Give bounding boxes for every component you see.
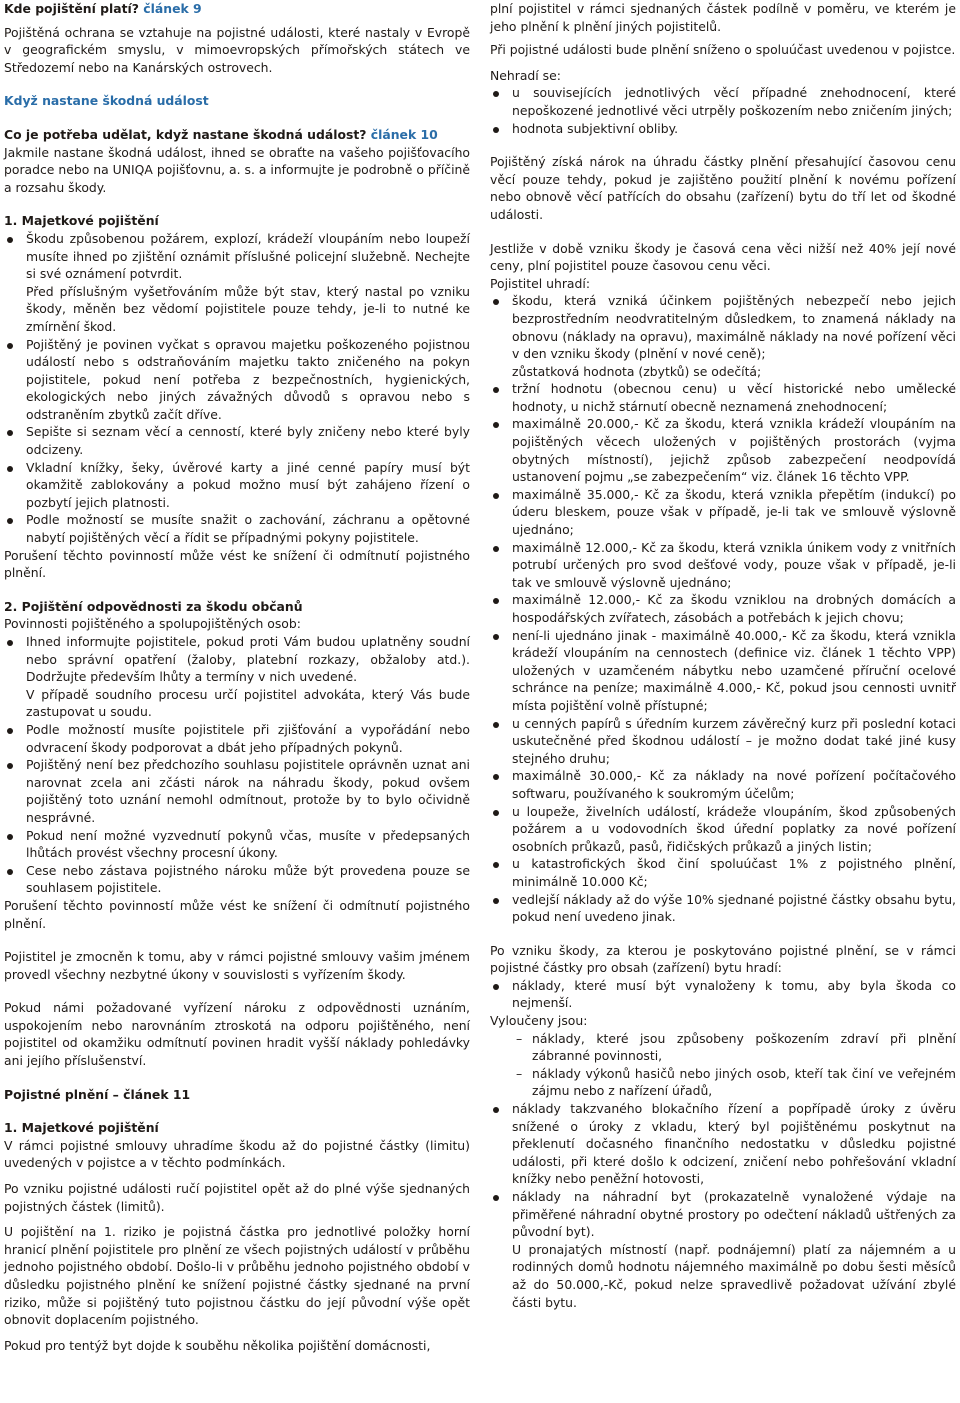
list-item: náklady, které musí být vynaloženy k tomu, aby byla škoda co nejmenší.	[490, 977, 956, 1012]
list-item: Podle možností musíte pojistitele při zjišťování a vypořádání nebo odvracení škody podporovat a dbát jeho případných pokynů.	[4, 721, 470, 756]
pays-list	[490, 292, 956, 925]
right-text-3: Pojištěný získá nárok na úhradu částky plnění přesahující časovou cenu věcí pouze tehdy, pokud je zajištěno použití plnění k novému pořízení nebo obnově věcí patřících do obsahu (zařízení) bytu do tří let od škodné události.	[490, 154, 956, 222]
liability-heading: 2. Pojištění odpovědnosti za škodu občanů	[4, 598, 303, 614]
list-item: u souvisejících jednotlivých věcí případné znehodnocení, které nepoškozené jednotlivé věci utrpěly poškozením nebo zničením jiných;	[490, 84, 956, 119]
list-item: Ihned informujte pojistitele, pokud proti Vám budou uplatněny soudní nebo správní opatření (žaloby, platební rozkazy, obžaloby atd.). Dodržujte především lhůty a termíny v nich uvedené.	[4, 633, 470, 686]
pays-intro: Pojistitel uhradí:	[490, 275, 590, 291]
property-violation: Porušení těchto povinností může vést ke snížení či odmítnutí pojistného plnění.	[4, 547, 470, 581]
benefit-text-1: V rámci pojistné smlouvy uhradíme škodu až do pojistné částky (limitu) uvedených v pojistce a v těchto podmínkách.	[4, 1137, 470, 1171]
where-heading: Kde pojištění platí? článek 9	[4, 1, 202, 16]
list-item-sub: zůstatková hodnota (zbytků) se odečítá;	[512, 363, 762, 379]
benefit-property-heading: 1. Majetkové pojištění	[4, 1120, 159, 1136]
right-column	[490, 0, 956, 1311]
benefit-text-2: Po vzniku pojistné události ručí pojistitel opět až do plné výše sjednaných pojistných částek (limitů).	[4, 1181, 470, 1214]
no-replace-intro: Nehradí se:	[490, 67, 561, 83]
list-item: tržní hodnotu (obecnou cenu) u věcí historické nebo umělecké hodnoty, u nichž stárnutí obecně neznamená znehodnocení;	[490, 380, 956, 415]
list-item: Pojištěný není bez předchozího souhlasu pojistitele oprávněn uznat ani narovnat zcela ani zčásti nárok na náhradu škody, pokud ovšem pojištěný toto uznání nemohl odmítnout, protože by to bylo očividně nesprávné.	[4, 756, 470, 826]
list-item: vedlejší náklady až do výše 10% sjednané pojistné částky obsahu bytu, pokud není uvedeno jinak.	[490, 891, 956, 926]
list-item: hodnota subjektivní obliby.	[490, 120, 956, 138]
list-item: u loupeže, živelních událostí, krádeže vloupáním, škod způsobených požárem a u vodovodních škod úřední poplatky za nové pořízení osobních průkazů, pasů, řidičských průkazů a jiných listin;	[490, 803, 956, 856]
list-item: Škodu způsobenou požárem, explozí, krádeží vloupáním nebo loupeží musíte ihned po zjištění oznámit příslušné policejní služebně. Nechejte si své oznámení potvrdit.	[4, 230, 470, 283]
refusal-text: Pokud námi požadované vyřízení nároku z odpovědnosti uznáním, uspokojením nebo narovnáním ztroskotá na odporu pojištěného, není pojistitel od okamžiku odmítnutí povinen hradit vyšší náklady pohledávky ani jejího příslušenství.	[4, 1000, 470, 1069]
list-item: maximálně 35.000,- Kč za škodu, která vznikla přepětím (indukcí) po úderu bleskem, pouze však v případě, je-li tak ve smlouvě výslovně ujednáno;	[490, 486, 956, 539]
list-item: maximálně 30.000,- Kč za náklady na nové pořízení počítačového softwaru, používaného k soukromým účelům;	[490, 767, 956, 802]
list-item: Cese nebo zástava pojistného nároku může být provedena pouze se souhlasem pojistitele.	[4, 862, 470, 897]
where-text: Pojištěná ochrana se vztahuje na pojistné události, které nastaly v Evropě v geografickém smyslu, v mimoevropských přímořských státech ve Středozemí nebo na Kanárských ostrovech.	[4, 24, 470, 75]
right-text-1: plní pojistitel v rámci sjednaných částek podílně v poměru, ve kterém je jeho plnění k plnění jiných pojistitelů.	[490, 1, 956, 34]
no-replace-list	[490, 84, 956, 137]
list-item: u katastrofických škod činí spoluúčast 1% z pojistného plnění, minimálně 10.000 Kč;	[490, 855, 956, 890]
property-heading: 1. Majetkové pojištění	[4, 213, 159, 229]
list-item: náklady na náhradní byt (prokazatelně vynaložené výdaje na přiměřené náhradní obytné prostory po odečtení nákladů uštřených za původní byt).	[490, 1188, 956, 1241]
benefit-text-3: U pojištění na 1. riziko je pojistná částka pro jednotlivé položky horní hranicí plnění pojistitele pro plnění ze všech pojistných událostí v průběhu jednoho pojistného období. Došlo-li v průběhu jednoho pojistného období v důsledku pojistného plnění ke snížení pojistné částky sjednané na první riziko, může si pojištěný tuto pojistnou částku do její původní výše opět obnovit doplacením pojistného.	[4, 1224, 470, 1328]
authorized-text: Pojistitel je zmocněn k tomu, aby v rámci pojistné smlouvy vašim jménem provedl všechny nezbytné úkony v souvislosti s vyřízením škody.	[4, 949, 470, 982]
list-item: není-li ujednáno jinak - maximálně 40.000,- Kč za škodu, která vznikla krádeží vloupáním na cennostech (definice viz. článek 1 těchto VPP) uložených v uzamčeném nábytku nebo uzamčené příruční ocelové schránce na peníze; maximálně 4.000,- Kč, pokud jsou cennosti uvnitř místa pojištění volně přístupné;	[490, 627, 956, 715]
benefit-text-4: Pokud pro tentýž byt dojde k souběhu několika pojištění domácnosti,	[4, 1337, 431, 1353]
after-text: Po vzniku škody, za kterou je poskytováno pojistné plnění, se v rámci pojistné částky pro obsah (zařízení) bytu hradí:	[490, 942, 956, 976]
list-item-sub: V případě soudního procesu určí pojistitel advokáta, který Vás bude zastupovat u soudu.	[26, 686, 470, 720]
list-item: Podle možností se musíte snažit o zachování, záchranu a opětovné nabytí pojištěných věcí a řídit se případnými pokyny pojistitele.	[4, 511, 470, 546]
list-item: u cenných papírů s úředním kurzem závěrečný kurz při poslední kotaci uskutečněné před škodnou událostí – je možno dodat také jiné kusy stejného druhu;	[490, 715, 956, 768]
excluded-item: – náklady výkonů hasičů nebo jiných osob, kteří tak činí ve veřejném zájmu nebo z nařízení úřadů,	[490, 1065, 956, 1100]
after-list-1	[490, 977, 956, 1012]
list-item: maximálně 12.000,- Kč za škodu, která vznikla únikem vody z vnitřních potrubí určených pro svod dešťové vody, pouze však v případě, je-li tak ve smlouvě výslovně ujednáno;	[490, 539, 956, 592]
excluded-item: – náklady, které jsou způsobeny poškozením zdraví při plnění zábranné povinnosti,	[490, 1030, 956, 1065]
what-text: Jakmile nastane škodná událost, ihned se obraťte na vašeho pojišťovacího poradce nebo na UNIQA pojišťovnu, a. s. a informujte je podrobně o příčině a rozsahu škody.	[4, 144, 470, 195]
list-item: Sepište si seznam věcí a cenností, které byly zničeny nebo které byly odcizeny.	[4, 423, 470, 458]
right-text-2: Při pojistné události bude plnění sníženo o spoluúčast uvedenou v pojistce.	[490, 42, 956, 58]
left-column	[4, 0, 470, 1354]
liability-intro: Povinnosti pojištěného a spolupojištěných osob:	[4, 616, 301, 632]
list-item: Vkladní knížky, šeky, úvěrové karty a jiné cenné papíry musí být okamžitě zablokovány a pokud možno musí být zahájeno řízení o pozbytí jejich platnosti.	[4, 459, 470, 512]
list-item: Pokud není možné vyzvednutí pokynů včas, musíte v předepsaných lhůtách provést všechny procesní úkony.	[4, 827, 470, 862]
rented-text: U pronajatých místností (např. podnájemní) platí za nájemném a u rodinných domů hodnotu nájemného maximálně po dobu šesti měsíců až do 50.000,-Kč, pokud nelze spravedlivě požadovat užívání zbylé části bytu.	[512, 1241, 956, 1310]
list-item-sub: Před příslušným vyšetřováním může být stav, který nastal po vzniku škody, měněn bez vědomí pojistitele pouze tehdy, je-li to nutné ke zmírnění škod.	[26, 283, 470, 334]
excluded-intro: Vyloučeny jsou:	[490, 1013, 588, 1029]
liability-violation: Porušení těchto povinností může vést ke snížení či odmítnutí pojistného plnění.	[4, 897, 470, 931]
property-list	[4, 230, 470, 547]
list-item: Pojištěný je povinen vyčkat s opravou majetku poškozeného pojistnou událostí nebo s odstraňováním majetku takto zničeného na pokyn pojistitele, pokud není potřeba z bezpečnostních, hygienických, ekologických nebo jiných závažných důvodů s opravou nebo s odstraněním zbytků začít dříve.	[4, 336, 470, 424]
benefit-heading: Pojistné plnění – článek 11	[4, 1086, 191, 1102]
section-title: Když nastane škodná událost	[4, 93, 209, 109]
what-heading: Co je potřeba udělat, když nastane škodná událost? článek 10	[4, 126, 438, 142]
list-item: škodu, která vzniká účinkem pojištěných nebezpečí nebo jejich bezprostředním neodvratitelným důsledkem, to znamená náklady na obnovu (náklady na opravu), maximálně náklady na nové pořízení věci v den vzniku škody (plnění v nové ceně);	[490, 292, 956, 362]
list-item: náklady takzvaného blokačního řízení a popřípadě úroky z úvěru snížené o úroky z vkladu, který byl pojištěnému poskytnut na překlenutí dočasného finančního nedostatku v důsledku pojistné události, při které došlo k odcizení, zničení nebo pohřešování vkladní knížky nebo peněžní hotovosti,	[490, 1100, 956, 1188]
list-item: maximálně 12.000,- Kč za škodu vzniklou na drobných domácích a hospodářských zvířatech, zásobách a potřebách k jejich chovu;	[490, 591, 956, 626]
list-item: maximálně 20.000,- Kč za škodu, která vznikla krádeží vloupáním na pojištěných věcech uložených v pojištěných prostorách (vyjma obytných místností), jejichž způsob zabezpečení neodpovídá ustanovení pojmu „se zabezpečením“ viz. článek 16 těchto VPP.	[490, 415, 956, 485]
right-text-4: Jestliže v době vzniku škody je časová cena věci nižší než 40% její nové ceny, plní pojistitel pouze časovou cenu věci.	[490, 240, 956, 274]
after-list-2	[490, 1100, 956, 1241]
liability-list	[4, 633, 470, 897]
